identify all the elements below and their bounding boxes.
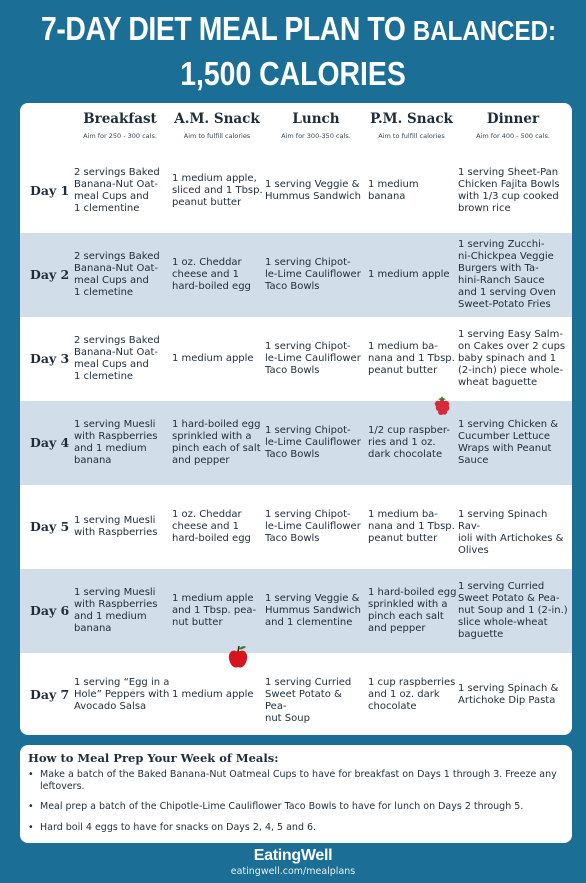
meal-cell-line: Sweet Potato & Pea- [458, 593, 560, 604]
meal-cell-line: Wraps with Peanut [458, 443, 552, 454]
meal-cell-lunch [265, 257, 363, 293]
meal-cell-line: nut Soup and 1 (2-in.) [458, 605, 568, 616]
meal-prep-line: Make a batch of the Baked Banana-Nut Oatmeal Cups to have for breakfast on Days 1 through 3. Freeze any [40, 769, 557, 780]
meal-cell-line: hard-boiled egg [172, 533, 251, 544]
meal-cell-pm [368, 677, 458, 713]
meal-cell-line: and 1 oz. dark [368, 689, 440, 700]
title-line-2: 1,500 CALORIES [180, 55, 406, 92]
day-row [20, 233, 572, 317]
column-aim-lunch: Aim for 300-350 cals. [281, 132, 351, 140]
meal-cell-lunch [265, 179, 363, 203]
meal-cell-line: 1 medium ba- [368, 341, 438, 352]
meal-cell-line: meal Cups and [74, 191, 149, 202]
day-label: Day 6 [30, 603, 70, 618]
column-header-am-snack: A.M. Snack [174, 111, 260, 127]
meal-cell-line: Olives [458, 545, 489, 556]
meal-cell-line: Banana-Nut Oat- [74, 347, 158, 358]
day-row [20, 485, 572, 569]
meal-cell-dinner [458, 419, 568, 467]
meal-cell-line: sprinkled with a [172, 431, 252, 442]
meal-cell-line: banana [74, 623, 112, 634]
meal-cell-line: hini-Ranch Sauce [458, 275, 545, 286]
bullet-icon: • [28, 769, 34, 780]
page-title [41, 10, 556, 48]
page-header [0, 0, 586, 100]
column-aim-breakfast: Aim for 250 - 300 cals. [83, 132, 157, 140]
meal-cell-line: Avocado Salsa [74, 701, 147, 712]
meal-cell-line: 1 serving Zucchi- [458, 239, 545, 250]
raspberry-icon [430, 393, 454, 417]
meal-cell-breakfast [74, 251, 170, 299]
meal-cell-line: banana [74, 455, 112, 466]
meal-cell-line: nut butter [172, 617, 223, 628]
meal-cell-line: Burgers with Ta- [458, 263, 539, 274]
meal-cell-pm [368, 269, 458, 281]
meal-cell-line: wheat baguette [458, 377, 538, 388]
meal-cell-pm [368, 179, 458, 203]
meal-cell-line: sprinkled with a [368, 599, 448, 610]
meal-cell-line: (2-inch) piece whole- [458, 365, 564, 376]
meal-prep-line: leftovers. [40, 780, 85, 792]
meal-cell-line: 1 serving “Egg in a [74, 677, 170, 688]
meal-cell-line: ioli with Artichokes & [458, 533, 564, 544]
meal-cell-line: slice whole-wheat [458, 617, 548, 628]
meal-cell-line: 2 servings Baked [74, 335, 160, 346]
meal-cell-am [172, 257, 264, 293]
day-label: Day 2 [30, 267, 70, 282]
meal-cell-line: 1 clemetine [74, 287, 134, 298]
meal-cell-line: Hummus Sandwich [265, 605, 362, 616]
meal-cell-line: Chicken Fajita Bowls [458, 179, 560, 190]
meal-cell-line: with Raspberries [74, 599, 158, 610]
brand-url: eatingwell.com/mealplans [230, 866, 356, 877]
meal-cell-line: 1 serving Spinach Rav- [458, 509, 548, 532]
meal-cell-line: 1 medium [368, 179, 419, 190]
title-tag: BALANCED: [412, 15, 556, 46]
meal-cell-dinner [458, 329, 568, 389]
meal-cell-line: meal Cups and [74, 275, 149, 286]
meal-cell-line: Taco Bowls [265, 449, 320, 460]
meal-cell-pm [368, 509, 458, 545]
meal-cell-line: chocolate [368, 701, 417, 712]
meal-cell-am [172, 509, 264, 545]
meal-cell-am [172, 419, 264, 467]
meal-cell-line: and 1 serving Oven [458, 287, 556, 298]
day-label: Day 3 [30, 351, 70, 366]
meal-cell-lunch [265, 509, 363, 545]
meal-cell-line: le-Lime Cauliflower [265, 269, 361, 280]
meal-cell-line: with 1/3 cup cooked [458, 191, 559, 202]
column-header-dinner: Dinner [486, 111, 540, 127]
meal-cell-line: and 1 clementine [265, 617, 353, 628]
meal-cell-dinner [458, 683, 568, 707]
meal-cell-line: and pepper [368, 623, 426, 634]
meal-cell-line: peanut butter [368, 533, 438, 544]
meal-cell-line: banana [368, 191, 406, 202]
meal-cell-line: Cucumber Lettuce [458, 431, 551, 442]
meal-plan-table [20, 103, 572, 735]
meal-cell-lunch [265, 425, 363, 461]
meal-cell-breakfast [74, 419, 170, 467]
meal-cell-line: Artichoke Dip Pasta [458, 695, 556, 706]
meal-cell-breakfast [74, 515, 170, 539]
meal-cell-line: 1 serving Sheet-Pan [458, 167, 559, 178]
meal-cell-line: brown rice [458, 203, 511, 214]
meal-cell-breakfast [74, 677, 170, 713]
day-label: Day 5 [30, 519, 70, 534]
meal-cell-dinner [458, 509, 568, 557]
meal-cell-line: 1 serving Chipot- [265, 509, 351, 520]
meal-cell-line: Taco Bowls [265, 281, 320, 292]
meal-cell-line: 1 medium apple [172, 689, 254, 700]
meal-cell-line: dark chocolate [368, 449, 443, 460]
meal-prep-item [28, 769, 564, 792]
meal-cell-line: peanut butter [368, 365, 438, 376]
day-row [20, 569, 572, 653]
meal-cell-am [172, 689, 264, 701]
meal-cell-breakfast [74, 335, 170, 383]
meal-cell-pm [368, 425, 458, 461]
day-label: Day 4 [30, 435, 70, 450]
meal-prep-list [28, 769, 564, 833]
meal-cell-breakfast [74, 167, 170, 215]
meal-prep-title: How to Meal Prep Your Week of Meals: [28, 751, 279, 765]
meal-cell-line: 1 oz. Cheddar [172, 509, 242, 520]
meal-cell-line: 1 hard-boiled egg [172, 419, 261, 430]
meal-cell-line: le-Lime Cauliflower [265, 353, 361, 364]
column-aim-am-snack: Aim to fulfill calories [183, 132, 251, 140]
meal-cell-line: 1 serving Spinach & [458, 683, 559, 694]
meal-cell-dinner [458, 167, 568, 215]
meal-cell-line: cheese and 1 [172, 521, 240, 532]
meal-cell-line: 1 serving Muesli [74, 587, 156, 598]
meal-cell-line: 1 medium ba- [368, 509, 438, 520]
meal-cell-line: Taco Bowls [265, 365, 320, 376]
meal-cell-line: ni-Chickpea Veggie [458, 251, 554, 262]
meal-cell-breakfast [74, 587, 170, 635]
meal-cell-line: hard-boiled egg [172, 281, 251, 292]
meal-cell-line: 1 medium apple [172, 593, 254, 604]
meal-cell-line: 1 serving Veggie & [265, 179, 360, 190]
meal-cell-line: 1/2 cup raspber- [368, 425, 451, 436]
meal-cell-line: sliced and 1 Tbsp. [172, 185, 263, 196]
apple-icon [226, 644, 250, 670]
meal-prep-item [28, 822, 564, 834]
meal-cell-line: Taco Bowls [265, 533, 320, 544]
meal-cell-line: 1 serving Chipot- [265, 257, 351, 268]
column-aim-pm-snack: Aim to fulfill calories [378, 132, 445, 140]
meal-cell-line: 1 serving Chipot- [265, 425, 351, 436]
meal-cell-line: 2 servings Baked [74, 251, 160, 262]
column-header-lunch: Lunch [292, 111, 340, 127]
meal-cell-line: 1 medium apple [172, 353, 254, 364]
meal-cell-line: le-Lime Cauliflower [265, 521, 361, 532]
meal-cell-line: baby spinach and 1 [458, 353, 557, 364]
meal-cell-line: 1 serving Curried [265, 677, 352, 688]
meal-prep-item [28, 801, 564, 813]
meal-cell-line: 1 serving Chicken & [458, 419, 559, 430]
meal-cell-line: 2 servings Baked [74, 167, 160, 178]
bullet-icon: • [28, 801, 34, 812]
meal-cell-line: with Raspberries [74, 431, 158, 442]
meal-cell-line: on Cakes over 2 cups [458, 341, 566, 352]
meal-cell-line: 1 clemetine [74, 371, 134, 382]
meal-cell-line: with Raspberries [74, 527, 158, 538]
meal-cell-line: 1 cup raspberries [368, 677, 456, 688]
meal-cell-pm [368, 341, 458, 377]
meal-cell-line: 1 serving Easy Salm- [458, 329, 563, 340]
day-row [20, 401, 572, 485]
meal-cell-am [172, 353, 264, 365]
meal-cell-line: pinch each of salt [172, 443, 261, 454]
meal-prep-line: Meal prep a batch of the Chipotle-Lime Cauliflower Taco Bowls to have for lunch on Days 2 through 5. [40, 801, 524, 812]
day-row [20, 149, 572, 233]
meal-cell-line: 1 oz. Cheddar [172, 257, 242, 268]
meal-prep-line: Hard boil 4 eggs to have for snacks on Days 2, 4, 5 and 6. [40, 821, 317, 833]
column-header-pm-snack: P.M. Snack [370, 111, 453, 127]
meal-cell-line: ries and 1 oz. [368, 437, 436, 448]
meal-cell-line: pinch each salt [368, 611, 444, 622]
meal-cell-line: 1 medium apple [368, 269, 450, 280]
meal-cell-line: 1 serving Muesli [74, 515, 156, 526]
meal-cell-line: Banana-Nut Oat- [74, 263, 158, 274]
day-row [20, 653, 572, 735]
meal-cell-am [172, 593, 264, 629]
meal-cell-line: le-Lime Cauliflower [265, 437, 361, 448]
meal-cell-line: cheese and 1 [172, 269, 240, 280]
bullet-icon: • [28, 821, 34, 833]
day-row [20, 317, 572, 401]
meal-cell-line: nut Soup [265, 713, 310, 724]
day-label: Day 1 [30, 183, 70, 198]
meal-cell-line: nana and 1 Tbsp. [368, 353, 455, 364]
meal-cell-line: 1 serving Muesli [74, 419, 156, 430]
meal-cell-line: 1 medium apple, [172, 173, 257, 184]
meal-cell-line: Hole” Peppers with [74, 689, 170, 700]
meal-cell-line: and pepper [172, 455, 230, 466]
meal-cell-line: Sweet-Potato Fries [458, 299, 551, 310]
meal-cell-lunch [265, 677, 363, 725]
brand-footer [0, 847, 586, 877]
meal-cell-dinner [458, 239, 568, 311]
meal-cell-line: peanut butter [172, 197, 242, 208]
meal-cell-pm [368, 587, 458, 635]
meal-cell-line: Sauce [458, 455, 489, 466]
meal-cell-lunch [265, 593, 363, 629]
meal-cell-line: 1 clementine [74, 203, 140, 214]
meal-cell-lunch [265, 341, 363, 377]
meal-cell-line: 1 hard-boiled egg [368, 587, 457, 598]
meal-cell-line: meal Cups and [74, 359, 149, 370]
meal-cell-line: and 1 Tbsp. pea- [172, 605, 257, 616]
meal-cell-line: Sweet Potato & Pea- [265, 689, 342, 712]
day-label: Day 7 [30, 687, 70, 702]
meal-cell-line: nana and 1 Tbsp. [368, 521, 455, 532]
meal-cell-line: and 1 medium [74, 443, 147, 454]
meal-cell-line: 1 serving Curried [458, 581, 545, 592]
column-header-breakfast: Breakfast [83, 111, 157, 127]
column-aim-dinner: Aim for 400 - 500 cals. [476, 132, 550, 140]
meal-cell-line: 1 serving Chipot- [265, 341, 351, 352]
meal-cell-line: Banana-Nut Oat- [74, 179, 158, 190]
meal-cell-line: and 1 medium [74, 611, 147, 622]
meal-cell-am [172, 173, 264, 209]
title-line-1: 7-DAY DIET MEAL PLAN TO [41, 10, 406, 47]
meal-prep-section [20, 745, 572, 843]
meal-cell-line: Hummus Sandwich [265, 191, 362, 202]
meal-cell-line: baguette [458, 629, 504, 640]
meal-cell-line: 1 serving Veggie & [265, 593, 360, 604]
brand-logo: EatingWell [253, 847, 333, 864]
meal-cell-dinner [458, 581, 568, 641]
